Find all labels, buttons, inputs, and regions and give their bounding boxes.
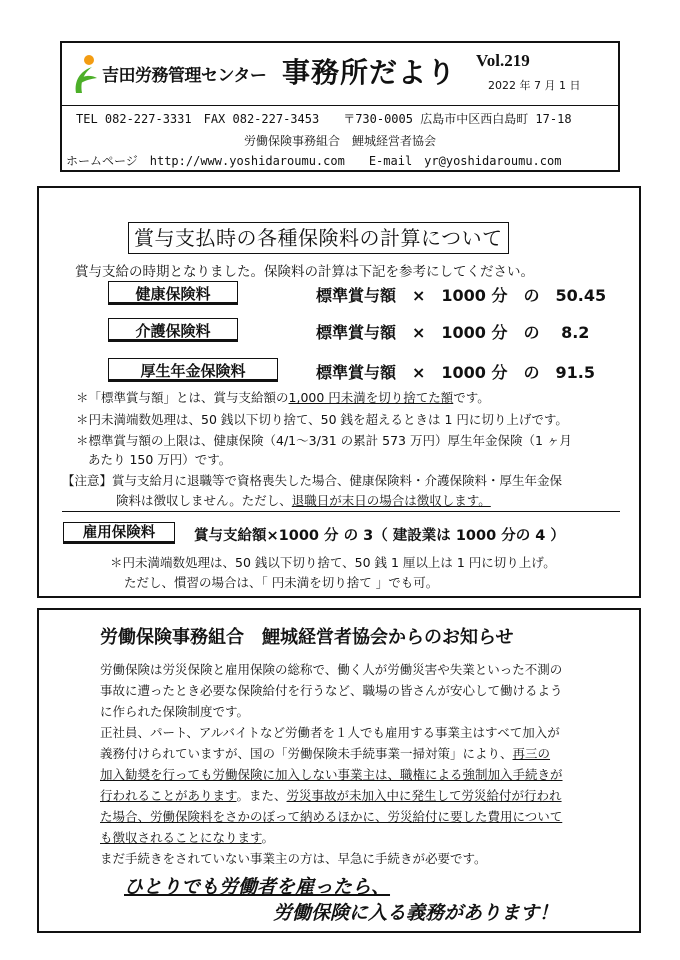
newsletter-title: 事務所だより: [282, 56, 457, 89]
company-name: 吉田労務管理センター: [102, 66, 267, 86]
notice-line: [100, 786, 562, 804]
section-divider: [62, 511, 620, 512]
notice-underlined: 再三の: [512, 746, 551, 761]
note-underlined: 退職日が末日の場合は徴収します。: [291, 493, 491, 508]
note-text: 険料は徴収しません。ただし、: [116, 493, 292, 508]
care-insurance-formula: 標準賞与額 × 1000 分 の 8.2: [316, 323, 590, 342]
note-text: ＊「標準賞与額」とは、賞与支給額の: [76, 390, 289, 405]
notice-text: 。: [261, 830, 275, 845]
note-rounding: ＊円未満端数処理は、50 銭以下切り捨て、50 銭を超えるときは 1 円に切り上げです。: [76, 412, 568, 427]
notice-line: 事故に遭ったとき必要な保険給付を行うなど、職場の皆さんが安心して働けるよう: [100, 683, 563, 698]
employment-insurance-formula: 賞与支給額×1000 分 の 3（ 建設業は 1000 分の 4 ）: [194, 528, 565, 544]
notice-line: 加入勧奨を行っても労働保険に加入しない事業主は、職権による強制加入手続きが: [100, 767, 563, 782]
newsletter-header: [60, 41, 620, 172]
bonus-intro: 賞与支給の時期となりました。保険料の計算は下記を参考にしてください。: [75, 264, 534, 280]
notice-underlined: 労災事故が未加入中に発生して労災給付が行われ: [286, 788, 562, 803]
notice-line: [100, 828, 274, 846]
closing-slogan-line2: 労働保険に入る義務があります！: [273, 902, 559, 924]
notice-line: [100, 744, 550, 762]
care-insurance-label: 介護保険料: [108, 318, 238, 342]
notice-line: に作られた保険制度です。: [100, 704, 250, 719]
employment-custom-note: ただし、慣習の場合は、「 円未満を切り捨て 」でも可。: [124, 575, 439, 590]
note-upper-limit-cont: あたり 150 万円）です。: [88, 452, 232, 467]
note-standard-bonus: [76, 388, 490, 406]
bonus-section-title: 賞与支払時の各種保険料の計算について: [128, 222, 509, 254]
notice-text: 。また、: [236, 788, 287, 803]
closing-slogan-line1: ひとりでも労働者を雇ったら、: [124, 876, 391, 898]
caution-note: 【注意】賞与支給月に退職等で資格喪失した場合、健康保険料・介護保険料・厚生年金保: [62, 473, 563, 488]
company-logo-icon: [70, 53, 100, 95]
employment-insurance-label: 雇用保険料: [63, 522, 175, 544]
note-upper-limit: ＊標準賞与額の上限は、健康保険（4/1～3/31 の累計 573 万円）厚生年金保険（1 ヶ月: [76, 433, 572, 448]
notice-underlined: も徴収されることになります: [100, 830, 262, 845]
notice-title: 労働保険事務組合 鯉城経営者協会からのお知らせ: [100, 627, 514, 648]
health-insurance-formula: 標準賞与額 × 1000 分 の 50.45: [316, 286, 607, 305]
contact-web-email: ホームページ http://www.yoshidaroumu.com E-mail yr@yoshidaroumu.com: [66, 154, 562, 168]
header-masthead: [62, 43, 618, 106]
notice-line: 正社員、パート、アルバイトなど労働者を１人でも雇用する事業主はすべて加入が: [100, 725, 560, 740]
issue-date: 2022 年 7 月 1 日: [488, 79, 581, 92]
pension-insurance-label: 厚生年金保険料: [108, 358, 278, 382]
note-underlined: 1,000 円未満を切り捨てた額: [288, 390, 454, 405]
caution-note-cont: [116, 491, 491, 509]
notice-line: まだ手続きをされていない事業主の方は、早急に手続きが必要です。: [100, 851, 487, 866]
note-text: です。: [453, 390, 490, 405]
contact-phone-address: TEL 082-227-3331 FAX 082-227-3453 〒730-0005 広島市中区西白島町 17-18: [76, 112, 572, 126]
notice-text: 義務付けられていますが、国の「労働保険未手続事業一掃対策」により、: [100, 746, 513, 761]
pension-insurance-formula: 標準賞与額 × 1000 分 の 91.5: [316, 363, 595, 382]
employment-rounding-note: ＊円未満端数処理は、50 銭以下切り捨て、50 銭 1 厘以上は 1 円に切り上げ。: [110, 555, 556, 570]
notice-underlined: 行われることがあります: [100, 788, 237, 803]
notice-line: 労働保険は労災保険と雇用保険の総称で、働く人が労働災害や失業といった不測の: [100, 662, 563, 677]
notice-line: た場合、労働保険料をさかのぼって納めるほかに、労災給付に要した費用について: [100, 809, 563, 824]
contact-association: 労働保険事務組合 鯉城経営者協会: [243, 134, 436, 148]
volume-number: Vol.219: [476, 51, 530, 70]
health-insurance-label: 健康保険料: [108, 281, 238, 305]
